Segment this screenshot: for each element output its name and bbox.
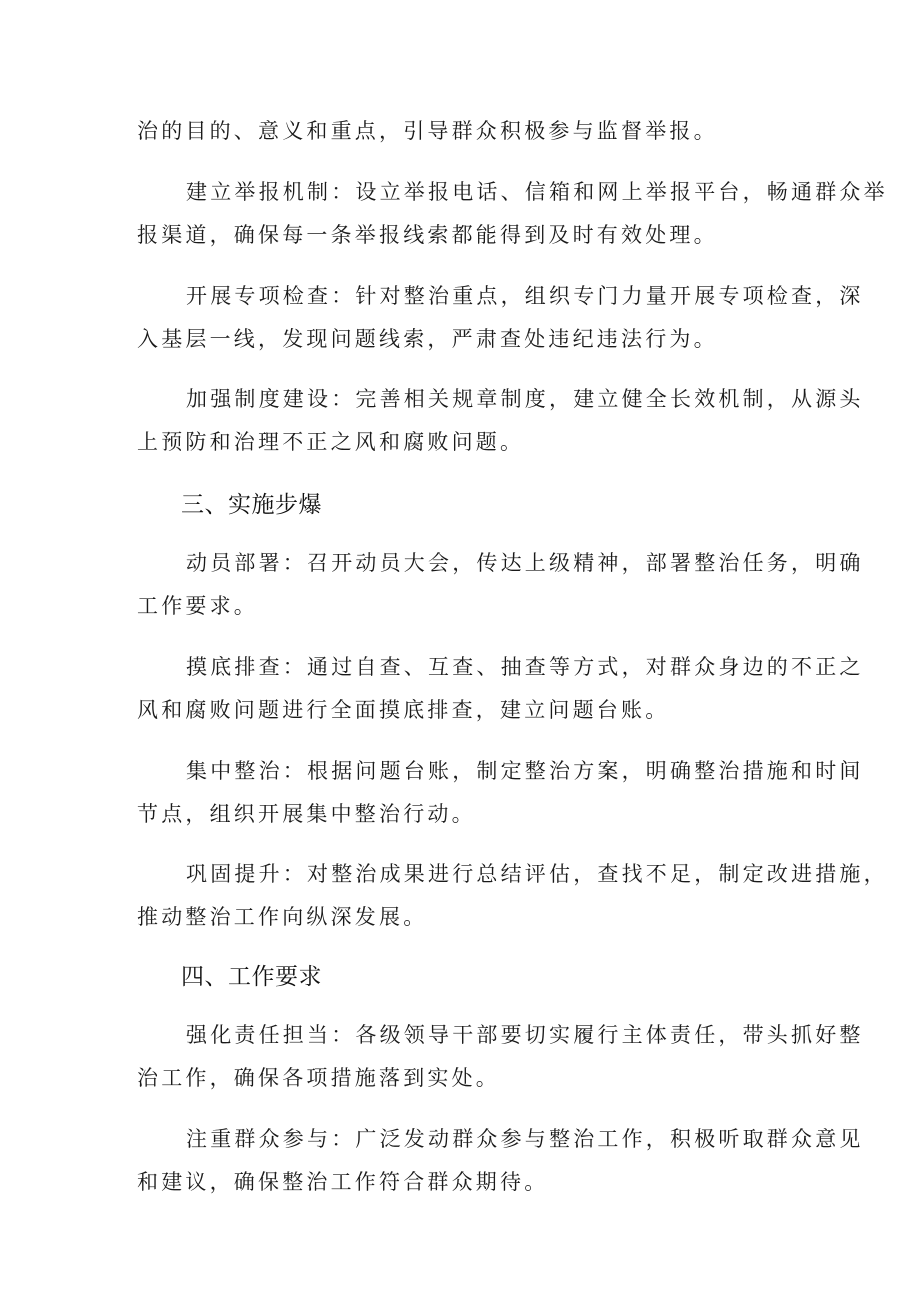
section-4-heading: 四、工作要求 [181, 964, 322, 990]
survey-line-1: 摸底排查：通过自查、互查、抽查等方式，对群众身边的不正之 [186, 655, 864, 679]
participation-line-2: 和建议，确保整治工作符合群众期待。 [137, 1170, 549, 1194]
system-line-2: 上预防和治理不正之风和腐败问题。 [137, 430, 525, 454]
intro-line-1: 治的目的、意义和重点，引导群众积极参与监督举报。 [137, 119, 718, 143]
rectify-line-2: 节点，组织开展集中整治行动。 [137, 802, 476, 826]
inspection-line-1: 开展专项检查：针对整治重点，组织专门力量开展专项检查，深 [186, 284, 864, 308]
inspection-line-2: 入基层一线，发现问题线索，严肃查处违纪违法行为。 [137, 327, 718, 351]
consolidate-line-1: 巩固提升：对整治成果进行总结评估，查找不足，制定改进措施， [186, 862, 888, 886]
reporting-line-2: 报渠道，确保每一条举报线索都能得到及时有效处理。 [137, 223, 718, 247]
reporting-line-1: 建立举报机制：设立举报电话、信箱和网上举报平台，畅通群众举 [186, 180, 888, 204]
section-3-heading: 三、实施步爆 [181, 492, 322, 518]
responsibility-line-1: 强化责任担当：各级领导干部要切实履行主体责任，带头抓好整 [186, 1023, 864, 1047]
mobilize-line-1: 动员部署：召开动员大会，传达上级精神，部署整治任务，明确 [186, 551, 864, 575]
participation-line-1: 注重群众参与：广泛发动群众参与整治工作，积极听取群众意见 [186, 1127, 864, 1151]
consolidate-line-2: 推动整治工作向纵深发展。 [137, 905, 428, 929]
rectify-line-1: 集中整治：根据问题台账，制定整治方案，明确整治措施和时间 [186, 759, 864, 783]
responsibility-line-2: 治工作，确保各项措施落到实处。 [137, 1066, 500, 1090]
system-line-1: 加强制度建设：完善相关规章制度，建立健全长效机制，从源头 [186, 387, 864, 411]
survey-line-2: 风和腐败问题进行全面摸底排查，建立问题台账。 [137, 698, 670, 722]
mobilize-line-2: 工作要求。 [137, 594, 258, 618]
